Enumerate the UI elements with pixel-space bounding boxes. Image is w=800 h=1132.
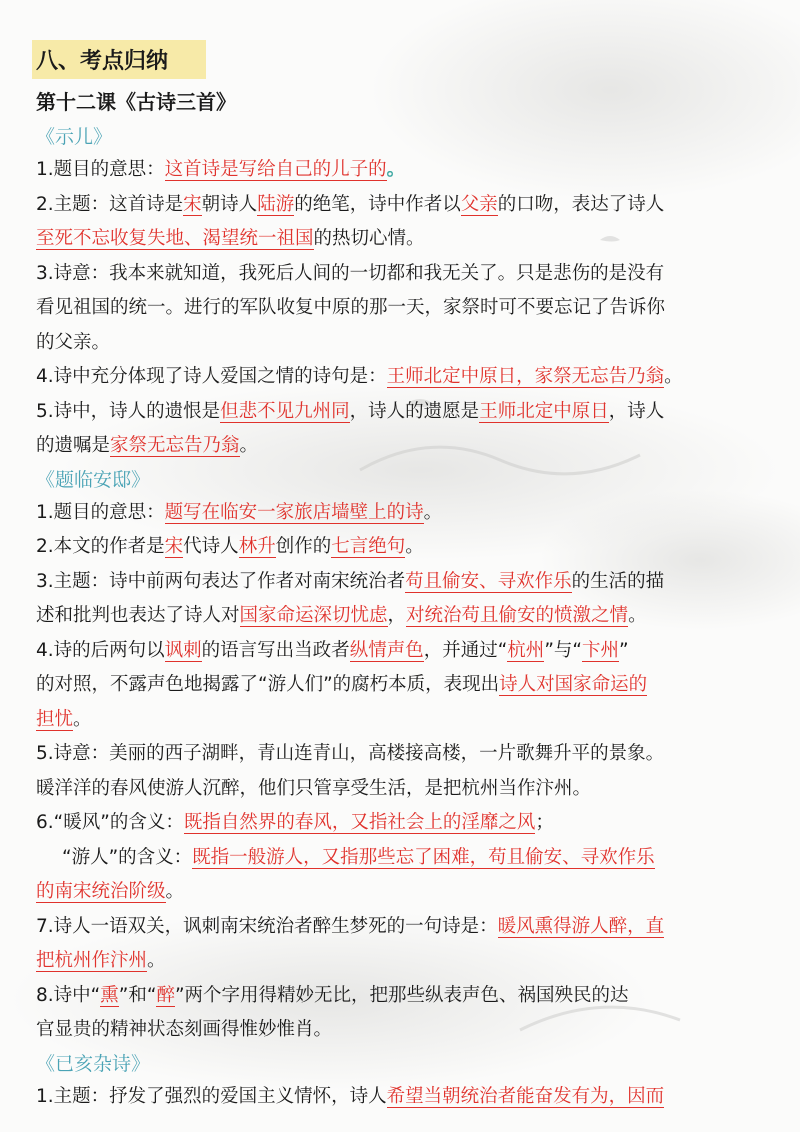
answer-highlight: 国家命运深切忧虑 <box>239 605 388 626</box>
answer-highlight: 既指一般游人，又指那些忘了困难，苟且偷安、寻欢作乐 <box>192 846 655 868</box>
tilinan-line: 2.本文的作者是宋代诗人林升创作的七言绝句。 <box>36 536 424 557</box>
tilinan-line: 6.“暖风”的含义：既指自然界的春风，又指社会上的淫靡之风； <box>36 812 554 833</box>
answer-highlight: 担忧 <box>36 708 74 730</box>
tilinan-line: 1.题目的意思：题写在临安一家旅店墙壁上的诗。 <box>36 501 443 523</box>
poem-title-yihaizashi: 《已亥杂诗》 <box>36 1052 151 1075</box>
answer-highlight: 暖风熏得游人醉，直 <box>497 915 665 937</box>
answer-highlight: 宋 <box>183 193 202 215</box>
shier-line: 至死不忘收复失地、渴望统一祖国的热切心情。 <box>36 228 425 249</box>
shier-line: 1.题目的意思：这首诗是写给自己的儿子的。 <box>36 159 406 180</box>
answer-highlight: 宋 <box>164 536 184 557</box>
answer-highlight: 醉 <box>156 984 175 1006</box>
shier-line: 的父亲。 <box>36 331 111 353</box>
answer-highlight: 家祭无忘告乃翁 <box>110 435 240 456</box>
poem-title-tilinandi: 《题临安邸》 <box>36 468 151 491</box>
shier-line: 5.诗中，诗人的遗恨是但悲不见九州同，诗人的遗愿是王师北定中原日，诗人 <box>36 400 665 422</box>
tilinan-line: 官显贵的精神状态刻画得惟妙惟肖。 <box>36 1019 333 1040</box>
answer-highlight: 既指自然界的春风，又指社会上的淫靡之风 <box>183 812 536 833</box>
answer-highlight: 希望当朝统治者能奋发有为，因而 <box>386 1085 665 1107</box>
answer-highlight: 父亲 <box>460 193 498 215</box>
answer-highlight: 陆游 <box>257 193 295 215</box>
tilinan-line: 7.诗人一语双关，讽刺南宋统治者醉生梦死的一句诗是：暖风熏得游人醉，直 <box>36 915 665 937</box>
shier-line: 2.主题：这首诗是宋朝诗人陆游的绝笔，诗中作者以父亲的口吻，表达了诗人 <box>36 193 665 215</box>
answer-highlight: 题写在临安一家旅店墙壁上的诗 <box>164 501 424 523</box>
answer-highlight: 但悲不见九州同 <box>220 400 350 422</box>
answer-highlight: 七言绝句 <box>331 536 406 557</box>
answer-highlight: 诗人对国家命运的 <box>499 674 648 695</box>
lesson-title: 第十二课《古诗三首》 <box>36 90 236 114</box>
tilinan-line: 的对照，不露声色地揭露了“游人们”的腐朽本质，表现出诗人对国家命运的 <box>36 674 648 695</box>
answer-highlight: 熏 <box>100 984 119 1006</box>
tilinan-line: 暖洋洋的春风使游人沉醉，他们只管享受生活，是把杭州当作汴州。 <box>36 777 592 799</box>
poem-title-shier: 《示儿》 <box>36 126 113 148</box>
tilinan-line: 3.主题：诗中前两句表达了作者对南宋统治者苟且偷安、寻欢作乐的生活的描 <box>36 570 665 592</box>
tilinan-line: 把杭州作汴州。 <box>36 950 166 971</box>
tilinan-line: 担忧。 <box>36 708 92 730</box>
tilinan-line: 4.诗的后两句以讽刺的语言写出当政者纵情声色，并通过“杭州”与“卞州” <box>36 639 629 661</box>
answer-highlight: 这首诗是写给自己的儿子的 <box>164 159 387 180</box>
answer-highlight: 把杭州作汴州 <box>36 950 148 971</box>
answer-highlight: 纵情声色 <box>349 639 424 661</box>
study-notes <box>36 40 776 1114</box>
section-title: 八、考点归纳 <box>32 40 206 79</box>
tilinan-line: 述和批判也表达了诗人对国家命运深切忧虑，对统治苟且偷安的愤激之情。 <box>36 605 647 626</box>
answer-highlight: 杭州 <box>507 639 545 661</box>
yihai-line: 1.主题：抒发了强烈的爱国主义情怀，诗人希望当朝统治者能奋发有为，因而 <box>36 1085 665 1107</box>
tilinan-line: 的南宋统治阶级。 <box>36 881 185 902</box>
shier-line: 3.诗意：我本来就知道，我死后人间的一切都和我无关了。只是悲伤的是没有 <box>36 262 665 284</box>
answer-highlight: 讽刺 <box>164 639 202 661</box>
shier-line: 4.诗中充分体现了诗人爱国之情的诗句是：王师北定中原日，家祭无忘告乃翁。 <box>36 366 683 387</box>
answer-highlight: 对统治苟且偷安的愤激之情 <box>406 605 629 626</box>
answer-highlight: 的南宋统治阶级 <box>36 881 166 902</box>
tilinan-line: “游人”的含义：既指一般游人，又指那些忘了困难，苟且偷安、寻欢作乐 <box>62 846 655 868</box>
answer-highlight: 王师北定中原日，家祭无忘告乃翁 <box>386 366 665 387</box>
shier-line: 看见祖国的统一。进行的军队收复中原的那一天，家祭时可不要忘记了告诉你 <box>36 297 666 318</box>
answer-highlight: 苟且偷安、寻欢作乐 <box>405 570 572 592</box>
shier-line: 的遗嘱是家祭无忘告乃翁。 <box>36 435 259 456</box>
answer-highlight: 王师北定中原日 <box>479 400 609 422</box>
tilinan-line: 8.诗中“熏”和“醉”两个字用得精妙无比，把那些纵表声色、祸国殃民的达 <box>36 984 629 1006</box>
answer-highlight: 林升 <box>238 536 276 557</box>
tilinan-line: 5.诗意：美丽的西子湖畔，青山连青山，高楼接高楼，一片歌舞升平的景象。 <box>36 743 665 764</box>
answer-highlight: 卞州 <box>581 639 619 661</box>
answer-highlight: 至死不忘收复失地、渴望统一祖国 <box>36 228 314 249</box>
